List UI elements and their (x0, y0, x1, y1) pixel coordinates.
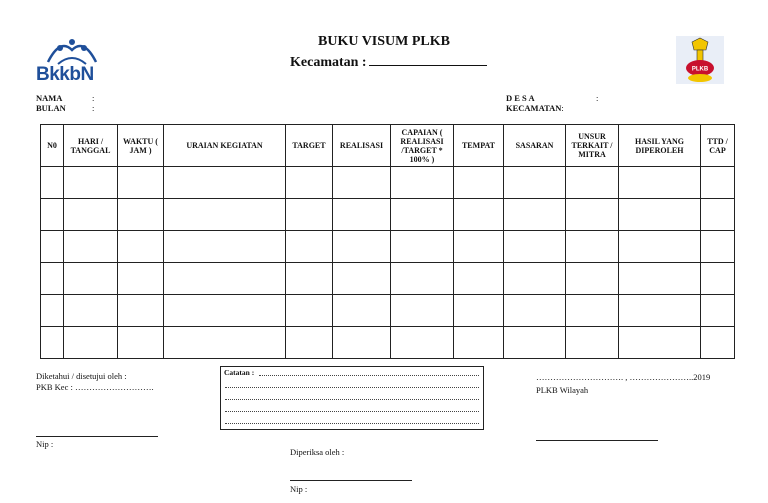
table-cell[interactable] (64, 295, 118, 327)
col-header-waktu: WAKTU ( JAM ) (118, 125, 164, 167)
notes-line (225, 411, 479, 412)
table-cell[interactable] (41, 327, 64, 359)
nip-center-label: Nip : (290, 484, 308, 494)
desa-field (506, 93, 535, 103)
table-cell[interactable] (454, 327, 504, 359)
table-cell[interactable] (41, 231, 64, 263)
table-cell[interactable] (118, 199, 164, 231)
table-cell[interactable] (566, 199, 619, 231)
table-cell[interactable] (619, 231, 701, 263)
notes-label: Catatan : (224, 368, 255, 377)
table-cell[interactable] (619, 167, 701, 199)
table-cell[interactable] (164, 167, 286, 199)
table-cell[interactable] (619, 327, 701, 359)
table-cell[interactable] (701, 327, 735, 359)
kecamatan-blank-line (369, 53, 487, 66)
table-cell[interactable] (118, 295, 164, 327)
bulan-field (36, 103, 66, 113)
plkb-emblem-text: PLKB (691, 66, 709, 73)
table-cell[interactable] (286, 263, 333, 295)
kecamatan-label: KECAMATAN (506, 103, 562, 113)
table-cell[interactable] (391, 167, 454, 199)
center-signature-line (290, 480, 412, 481)
table-cell[interactable] (701, 263, 735, 295)
notes-line (225, 399, 479, 400)
table-cell[interactable] (566, 167, 619, 199)
table-cell[interactable] (64, 199, 118, 231)
table-cell[interactable] (286, 327, 333, 359)
kecamatan-heading (290, 53, 487, 71)
table-cell[interactable] (391, 327, 454, 359)
table-cell[interactable] (454, 295, 504, 327)
table-header-row (41, 125, 735, 167)
plkb-emblem-icon (676, 36, 724, 84)
pkb-kec-label: PKB Kec : ………………………. (36, 382, 154, 392)
table-cell[interactable] (504, 327, 566, 359)
table-row (41, 295, 735, 327)
table-cell[interactable] (333, 167, 391, 199)
table-cell[interactable] (504, 167, 566, 199)
table-cell[interactable] (41, 199, 64, 231)
col-header-capaian: CAPAIAN ( REALISASI /TARGET * 100% ) (391, 125, 454, 167)
table-cell[interactable] (619, 263, 701, 295)
table-cell[interactable] (504, 263, 566, 295)
approved-by-label: Diketahui / disetujui oleh : (36, 371, 127, 381)
col-header-unsur-terkait: UNSUR TERKAIT / MITRA (566, 125, 619, 167)
table-row (41, 327, 735, 359)
table-cell[interactable] (333, 295, 391, 327)
table-cell[interactable] (454, 167, 504, 199)
nama-label: NAMA (36, 93, 63, 103)
col-header-sasaran: SASARAN (504, 125, 566, 167)
table-cell[interactable] (333, 327, 391, 359)
kecamatan-colon: : (561, 103, 564, 113)
nip-left-label: Nip : (36, 439, 54, 449)
table-cell[interactable] (333, 199, 391, 231)
notes-box[interactable] (220, 366, 484, 430)
date-line: …………………………. , …………………..2019 (536, 372, 711, 382)
nama-field (36, 93, 62, 103)
table-cell[interactable] (64, 231, 118, 263)
table-cell[interactable] (118, 231, 164, 263)
plkb-wilayah-label: PLKB Wilayah (536, 385, 589, 395)
col-header-hasil: HASIL YANG DIPEROLEH (619, 125, 701, 167)
table-cell[interactable] (41, 295, 64, 327)
table-cell[interactable] (164, 231, 286, 263)
table-cell[interactable] (391, 231, 454, 263)
table-cell[interactable] (619, 295, 701, 327)
nama-colon: : (92, 93, 95, 103)
page-title: BUKU VISUM PLKB (318, 34, 450, 49)
table-row (41, 231, 735, 263)
table-cell[interactable] (164, 263, 286, 295)
table-cell[interactable] (333, 263, 391, 295)
table-cell[interactable] (504, 231, 566, 263)
table-cell[interactable] (286, 231, 333, 263)
table-cell[interactable] (64, 167, 118, 199)
col-header-target: TARGET (286, 125, 333, 167)
table-cell[interactable] (118, 327, 164, 359)
kecamatan-field (506, 103, 564, 113)
table-cell[interactable] (701, 199, 735, 231)
table-cell[interactable] (41, 167, 64, 199)
table-cell[interactable] (701, 167, 735, 199)
col-header-no: N0 (41, 125, 64, 167)
table-cell[interactable] (64, 327, 118, 359)
table-body (41, 167, 735, 359)
notes-line (259, 375, 479, 376)
col-header-uraian-kegiatan: URAIAN KEGIATAN (164, 125, 286, 167)
col-header-ttd-cap: TTD / CAP (701, 125, 735, 167)
table-cell[interactable] (391, 199, 454, 231)
bkkbn-logo-text: BkkbN (36, 64, 94, 85)
table-cell[interactable] (566, 231, 619, 263)
table-row (41, 167, 735, 199)
table-cell[interactable] (566, 327, 619, 359)
table-cell[interactable] (504, 295, 566, 327)
table-cell[interactable] (504, 199, 566, 231)
bulan-colon: : (92, 103, 95, 113)
table-cell[interactable] (454, 231, 504, 263)
table-cell[interactable] (164, 327, 286, 359)
col-header-realisasi: REALISASI (333, 125, 391, 167)
desa-colon: : (596, 93, 599, 103)
table-cell[interactable] (454, 263, 504, 295)
checked-by-label: Diperiksa oleh : (290, 447, 345, 457)
table-cell[interactable] (391, 263, 454, 295)
left-signature-line (36, 436, 158, 437)
table-cell[interactable] (701, 295, 735, 327)
col-header-hari-tanggal: HARI / TANGGAL (64, 125, 118, 167)
table-cell[interactable] (118, 263, 164, 295)
visum-table (40, 124, 735, 359)
bulan-label: BULAN (36, 103, 66, 113)
desa-label: D E S A (506, 93, 535, 103)
kecamatan-heading-label: Kecamatan : (290, 55, 367, 70)
table-cell[interactable] (164, 199, 286, 231)
table-cell[interactable] (164, 295, 286, 327)
table-cell[interactable] (286, 295, 333, 327)
table-cell[interactable] (286, 199, 333, 231)
table-cell[interactable] (566, 263, 619, 295)
table-cell[interactable] (41, 263, 64, 295)
table-cell[interactable] (286, 167, 333, 199)
right-signature-line (536, 440, 658, 441)
table-cell[interactable] (619, 199, 701, 231)
table-cell[interactable] (701, 231, 735, 263)
col-header-tempat: TEMPAT (454, 125, 504, 167)
table-row (41, 263, 735, 295)
table-cell[interactable] (118, 167, 164, 199)
table-row (41, 199, 735, 231)
table-cell[interactable] (391, 295, 454, 327)
table-cell[interactable] (454, 199, 504, 231)
plkb-emblem (676, 36, 724, 84)
notes-line (225, 423, 479, 424)
table-cell[interactable] (566, 295, 619, 327)
table-cell[interactable] (64, 263, 118, 295)
table-cell[interactable] (333, 231, 391, 263)
notes-line (225, 387, 479, 388)
